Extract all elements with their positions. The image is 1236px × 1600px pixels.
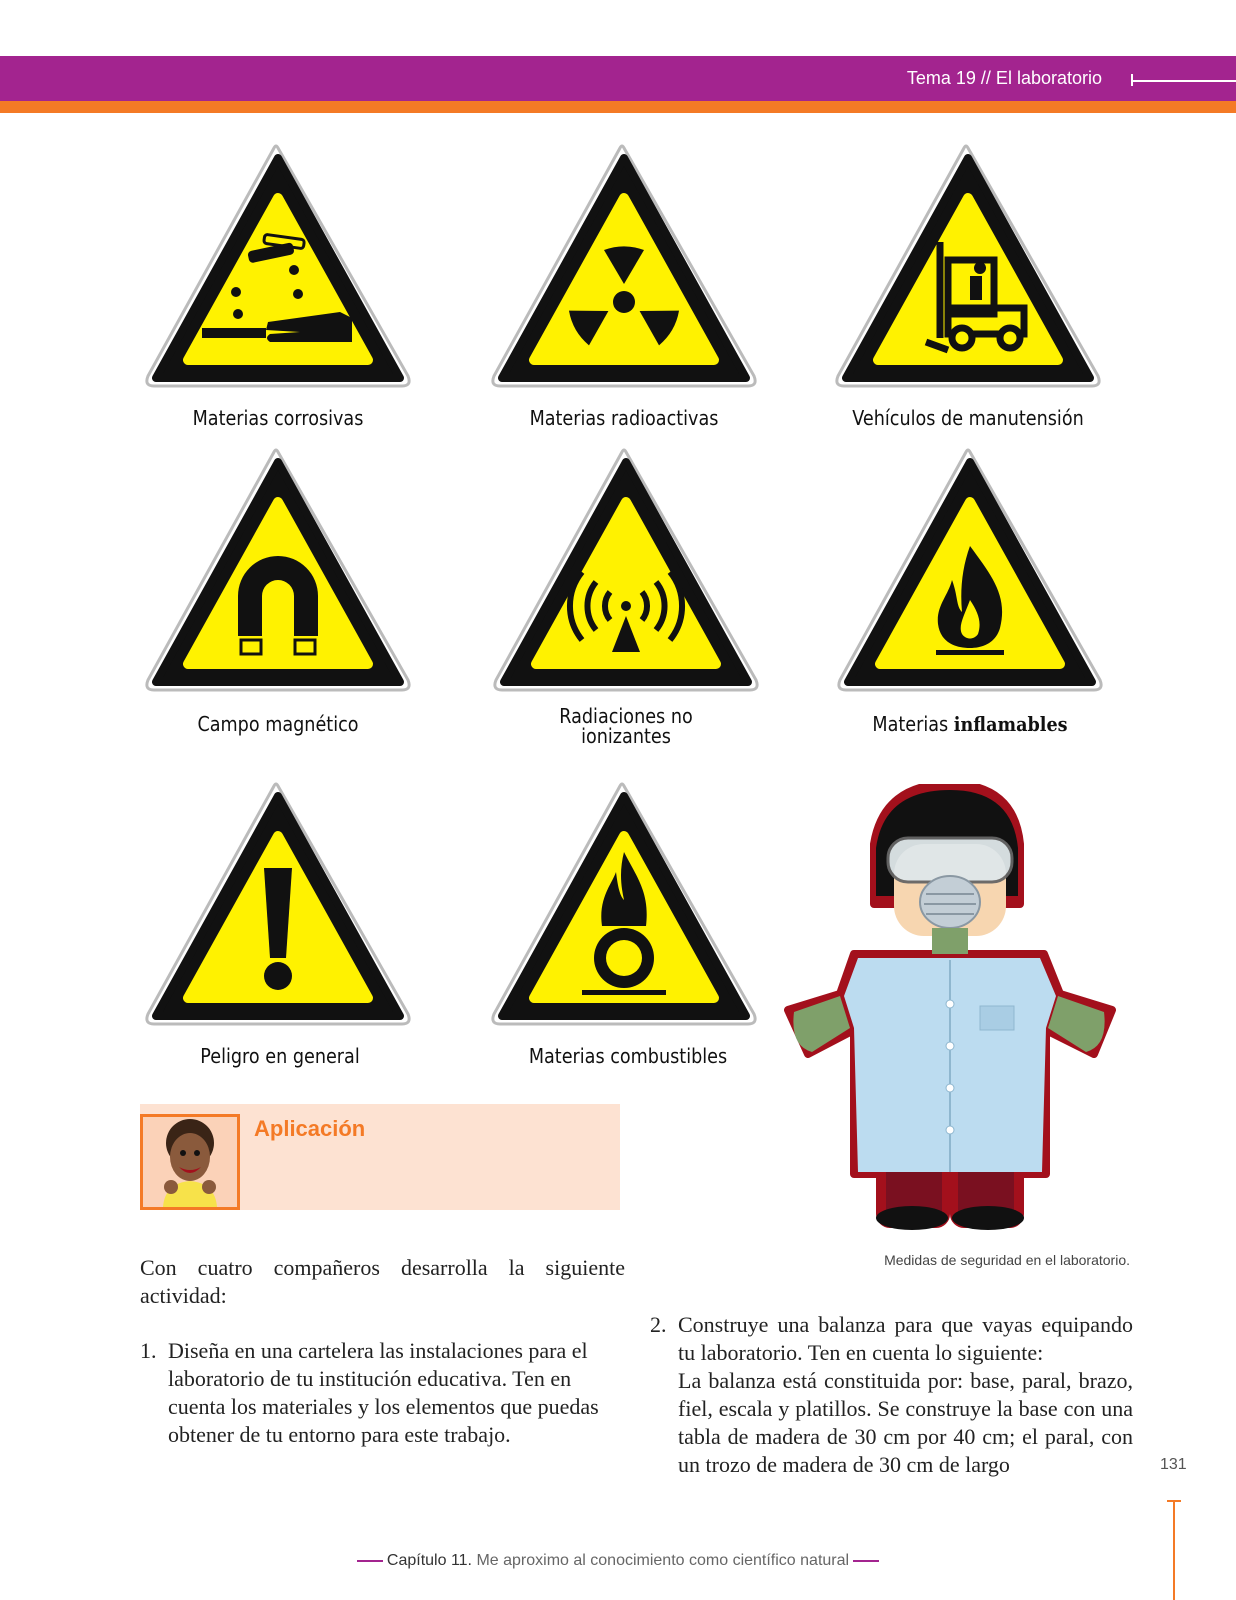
sign-label: Peligro en general [200,1044,360,1068]
exclamation-icon [264,868,292,990]
activity-item-2 [650,1311,1133,1479]
header-accent-stripe [0,101,1236,113]
activity-intro: Con cuatro compañeros desarrolla la siguiente actividad: [140,1255,625,1308]
page-number: 131 [1160,1456,1187,1473]
sign-label-line1: Radiaciones no [559,704,693,728]
sign-label: Vehículos de manutensión [852,406,1084,430]
sign-non-ionizing [488,446,764,694]
sign-label-line2: ionizantes [581,724,671,748]
sign-label: Campo magnético [197,712,359,736]
application-title: Aplicación [254,1116,366,1141]
item-text: Construye una balanza para que vayas equipando tu laboratorio. Ten en cuenta lo siguiente: [678,1312,1133,1365]
sign-forklift [830,142,1106,390]
sign-radioactive [486,142,762,390]
student-avatar [140,1114,240,1210]
item-text-detail: La balanza está constituida por: base, paral, brazo, fiel, escala y platillos. Se construye la base con una tabla de madera de 30 cm por 40 cm; el paral, con un trozo de madera de 30 cm de largo [678,1368,1133,1477]
footer [0,1552,1236,1570]
sign-label: Materias combustibles [528,1044,728,1068]
footer-chapter: Capítulo 11. [386,1552,472,1569]
topic-title: Tema 19 // El laboratorio [906,68,1102,88]
item-number: 2. [650,1312,667,1337]
sign-corrosive [140,142,416,390]
footer-line-left [357,1560,383,1562]
sign-label: Materias radioactivas [529,406,719,430]
activity-item-1 [140,1337,630,1449]
page-marker-line [1173,1500,1175,1600]
footer-title: Me aproximo al conocimiento como científico natural [476,1552,850,1569]
sign-flammable [832,446,1108,694]
sign-label-flammable: Materias inflamables [872,712,1068,736]
sign-combustible [486,780,762,1028]
sign-magnetic [140,446,416,694]
topic-line [1132,80,1236,82]
item-number: 1. [140,1338,157,1363]
scientist-illustration [784,784,1130,1244]
item-text: Diseña en una cartelera las instalaciones para el laboratorio de tu institución educativa. Ten en cuenta los materiales y los elementos que puedas obtener de tu entorno para este trabajo. [168,1338,599,1447]
sign-label: Materias corrosivas [192,406,364,430]
sign-general-danger [140,780,416,1028]
illustration-caption: Medidas de seguridad en el laboratorio. [884,1252,1130,1268]
footer-line-right [853,1560,879,1562]
